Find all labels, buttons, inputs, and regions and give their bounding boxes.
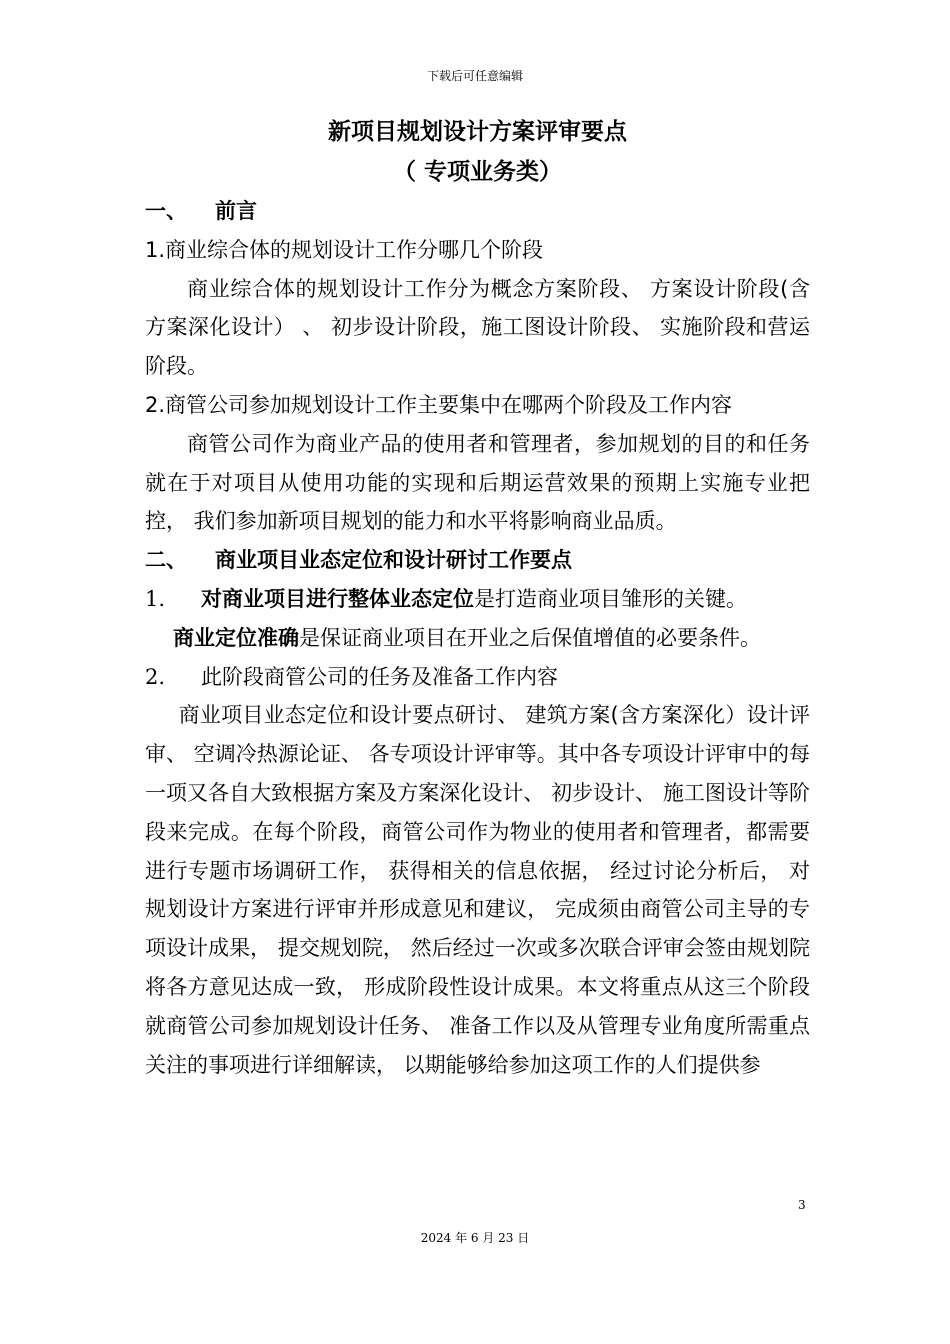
header-note: 下载后可任意编辑 (426, 69, 523, 83)
item-1b-rest: 是保证商业项目在开业之后保值增值的必要条件。 (299, 625, 761, 650)
footer-date: 2024 年 6 月 23 日 (420, 1231, 530, 1245)
document-subtitle: （ 专项业务类） (392, 159, 562, 185)
question-1: 1.商业综合体的规划设计工作分哪几个阶段 (145, 237, 544, 262)
item-1-rest: 是打造商业项目雏形的关键。 (474, 586, 748, 611)
answer-2: 商管公司作为商业产品的使用者和管理者，参加规划的目的和任务就在于对项目从使用功能的实现和后期运营效果的预期上实施专业把控， 我们参加新项目规划的能力和水平将影响商业品质。 (145, 431, 810, 534)
page-number: 3 (798, 1198, 806, 1212)
document-body (145, 112, 810, 1084)
item-2-number: 2. (145, 664, 166, 689)
item-1-number: 1. (145, 586, 166, 611)
section-1-title: 前言 (215, 199, 257, 223)
item-1b-bold: 商业定位准确 (173, 625, 299, 650)
section-1-number: 一、 (145, 199, 187, 223)
item-2-body: 商业项目业态定位和设计要点研讨、 建筑方案(含方案深化）设计评审、 空调冷热源论证、 各专项设计评审等。其中各专项设计评审中的每一项又各自大致根据方案及方案深化设计、 初步设计、 施工图设计等阶段来完成。在每个阶段，商管公司作为物业的使用者和管理者，都需要进行专题市场调研工作， 获得相关的信息依据， 经过讨论分析后， 对规划设计方案进行评审并形成意见和建议， 完成须由商管公司主导的专项设计成果， 提交规划院， 然后经过一次或多次联合评审会签由规划院将各方意见达成一致， 形成阶段性设计成果。本文将重点从这三个阶段就商管公司参加规划设计任务、 准备工作以及从管理专业角度所需重点关注的事项进行详细解读， 以期能够给参加这项工作的人们提供参 (145, 703, 810, 1077)
item-2-text: 此阶段商管公司的任务及准备工作内容 (201, 664, 559, 689)
item-2 (145, 658, 810, 697)
section-2-title: 商业项目业态定位和设计研讨工作要点 (215, 548, 572, 573)
item-1 (145, 580, 810, 619)
section-1-heading (145, 192, 810, 231)
section-2-number: 二、 (145, 548, 187, 573)
question-2: 2.商管公司参加规划设计工作主要集中在哪两个阶段及工作内容 (145, 392, 733, 417)
document-title: 新项目规划设计方案评审要点 (328, 119, 627, 145)
section-2-heading (145, 541, 810, 580)
item-1-bold: 对商业项目进行整体业态定位 (201, 586, 475, 611)
answer-1: 商业综合体的规划设计工作分为概念方案阶段、 方案设计阶段(含方案深化设计） 、 初步设计阶段，施工图设计阶段、 实施阶段和营运阶段。 (145, 276, 810, 379)
item-1b (145, 619, 810, 658)
